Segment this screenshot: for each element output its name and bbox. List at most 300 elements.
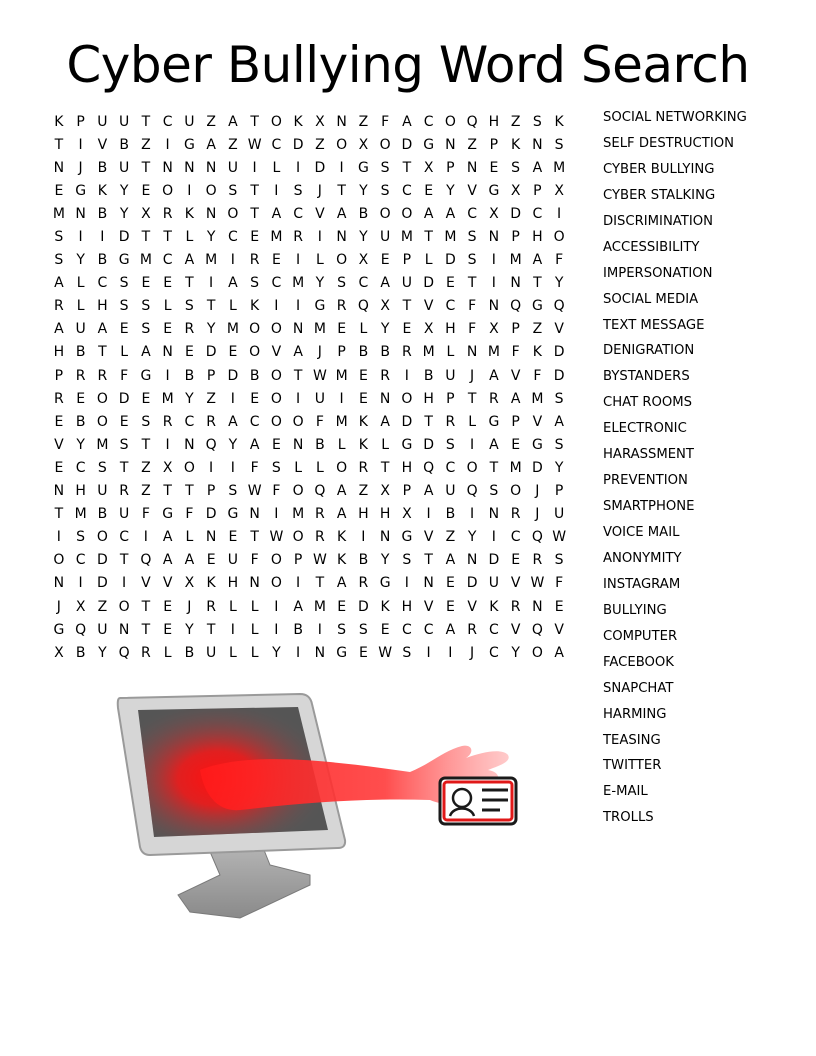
grid-letter: A: [184, 252, 195, 269]
grid-letter: D: [227, 367, 239, 384]
grid-letter: S: [54, 252, 64, 269]
grid-letter: D: [423, 275, 435, 292]
grid-letter: A: [380, 275, 390, 292]
grid-letter: I: [470, 506, 475, 523]
grid-letter: N: [379, 390, 391, 407]
word-list: [603, 107, 747, 833]
grid-letter: R: [75, 367, 86, 384]
grid-row: [48, 503, 594, 526]
word-list-item: SNAPCHAT: [603, 680, 674, 696]
grid-letter: K: [184, 205, 194, 222]
grid-letter: O: [336, 252, 348, 269]
grid-row: [48, 641, 594, 664]
grid-letter: W: [312, 552, 327, 569]
grid-letter: P: [446, 159, 455, 176]
grid-letter: S: [141, 413, 151, 430]
grid-letter: E: [54, 459, 64, 476]
grid-letter: U: [97, 483, 108, 500]
word-list-item: ACCESSIBILITY: [603, 239, 700, 255]
grid-letter: D: [205, 344, 217, 361]
grid-letter: F: [468, 298, 477, 315]
grid-letter: L: [163, 298, 172, 315]
grid-letter: U: [227, 552, 238, 569]
grid-letter: G: [401, 436, 413, 453]
grid-letter: G: [531, 436, 543, 453]
grid-letter: O: [270, 575, 282, 592]
grid-letter: V: [467, 182, 477, 199]
grid-letter: O: [249, 344, 261, 361]
grid-letter: T: [119, 459, 129, 476]
grid-letter: R: [97, 367, 108, 384]
grid-letter: P: [293, 552, 303, 569]
grid-letter: A: [293, 344, 303, 361]
grid-letter: P: [446, 390, 455, 407]
grid-letter: K: [489, 598, 499, 615]
grid-letter: U: [119, 113, 130, 130]
grid-letter: O: [53, 552, 65, 569]
grid-letter: I: [78, 229, 83, 246]
grid-letter: O: [96, 529, 108, 546]
grid-letter: N: [249, 575, 260, 592]
grid-letter: Y: [185, 621, 194, 638]
grid-letter: G: [488, 182, 500, 199]
grid-row: [48, 341, 594, 364]
grid-letter: A: [249, 436, 260, 453]
grid-letter: H: [423, 390, 434, 407]
grid-letter: I: [78, 136, 83, 153]
grid-letter: O: [118, 598, 130, 615]
grid-letter: I: [557, 205, 562, 222]
grid-letter: A: [162, 529, 173, 546]
grid-letter: O: [553, 229, 565, 246]
grid-letter: G: [401, 529, 413, 546]
grid-letter: N: [118, 621, 130, 638]
grid-letter: N: [532, 136, 543, 153]
grid-letter: T: [467, 275, 477, 292]
grid-letter: B: [249, 367, 260, 384]
grid-letter: R: [54, 390, 64, 407]
grid-letter: P: [206, 483, 216, 500]
grid-letter: S: [141, 298, 151, 315]
grid-letter: G: [140, 367, 152, 384]
grid-letter: K: [358, 413, 368, 430]
grid-letter: D: [118, 229, 130, 246]
grid-letter: H: [53, 344, 65, 361]
grid-letter: I: [296, 644, 301, 661]
grid-letter: C: [184, 413, 195, 430]
grid-letter: U: [119, 159, 130, 176]
grid-letter: H: [401, 598, 413, 615]
grid-letter: I: [209, 275, 214, 292]
grid-letter: B: [184, 367, 195, 384]
grid-letter: N: [314, 644, 326, 661]
grid-letter: C: [401, 621, 412, 638]
grid-letter: C: [75, 552, 86, 569]
grid-letter: G: [423, 136, 435, 153]
grid-letter: R: [380, 367, 390, 384]
grid-letter: E: [358, 390, 368, 407]
grid-letter: A: [54, 321, 64, 338]
grid-letter: X: [315, 113, 325, 130]
grid-letter: N: [336, 113, 347, 130]
grid-letter: V: [162, 575, 173, 592]
grid-letter: N: [292, 436, 304, 453]
grid-letter: L: [76, 275, 85, 292]
grid-letter: T: [250, 205, 259, 222]
grid-letter: I: [252, 159, 257, 176]
grid-letter: Y: [359, 182, 368, 199]
grid-letter: D: [423, 436, 435, 453]
grid-letter: A: [97, 321, 108, 338]
grid-letter: A: [532, 252, 543, 269]
grid-letter: S: [380, 159, 390, 176]
grid-letter: A: [445, 552, 456, 569]
grid-letter: Q: [75, 621, 87, 638]
grid-letter: I: [56, 529, 61, 546]
grid-letter: N: [488, 506, 500, 523]
grid-letter: E: [228, 344, 238, 361]
grid-letter: A: [554, 644, 564, 661]
grid-letter: S: [467, 252, 477, 269]
grid-letter: O: [401, 205, 413, 222]
grid-letter: L: [446, 344, 455, 361]
grid-letter: W: [378, 644, 393, 661]
grid-letter: P: [533, 182, 542, 199]
grid-letter: C: [510, 529, 521, 546]
grid-letter: B: [75, 644, 86, 661]
grid-letter: O: [96, 390, 108, 407]
grid-letter: M: [553, 159, 566, 176]
grid-letter: O: [531, 644, 543, 661]
word-list-item: SOCIAL MEDIA: [603, 291, 699, 307]
grid-letter: V: [141, 575, 151, 592]
grid-letter: K: [54, 113, 64, 130]
grid-letter: N: [466, 159, 478, 176]
grid-letter: I: [230, 252, 235, 269]
grid-row: [48, 249, 594, 272]
grid-row: [48, 618, 594, 641]
grid-letter: Q: [466, 113, 478, 130]
grid-row: [48, 179, 594, 202]
grid-letter: W: [312, 367, 327, 384]
grid-letter: Y: [76, 436, 85, 453]
grid-letter: S: [250, 275, 260, 292]
word-list-item: IMPERSONATION: [603, 265, 713, 281]
grid-letter: R: [141, 644, 151, 661]
grid-letter: T: [424, 229, 433, 246]
grid-letter: Z: [358, 483, 369, 500]
grid-letter: S: [358, 621, 368, 638]
grid-row: [48, 295, 594, 318]
grid-letter: F: [250, 459, 259, 476]
grid-letter: G: [118, 252, 130, 269]
grid-letter: C: [488, 644, 499, 661]
grid-letter: H: [75, 483, 86, 500]
grid-letter: H: [227, 575, 239, 592]
grid-letter: F: [511, 344, 520, 361]
grid-letter: M: [292, 275, 305, 292]
grid-letter: K: [380, 598, 390, 615]
grid-letter: F: [185, 506, 194, 523]
grid-letter: A: [336, 506, 347, 523]
grid-letter: R: [315, 506, 325, 523]
grid-letter: L: [294, 459, 303, 476]
grid-letter: I: [491, 275, 496, 292]
grid-letter: I: [165, 436, 170, 453]
grid-letter: O: [270, 413, 282, 430]
grid-letter: M: [313, 598, 326, 615]
grid-letter: U: [401, 275, 412, 292]
grid-letter: X: [489, 205, 499, 222]
word-list-item: DENIGRATION: [603, 343, 695, 359]
grid-letter: I: [230, 459, 235, 476]
grid-letter: Y: [185, 390, 194, 407]
grid-letter: N: [53, 575, 65, 592]
grid-letter: X: [380, 298, 390, 315]
grid-letter: S: [337, 275, 347, 292]
word-list-item: HARMING: [603, 706, 667, 722]
grid-letter: L: [228, 598, 237, 615]
grid-row: [48, 572, 594, 595]
grid-letter: C: [271, 275, 282, 292]
grid-letter: E: [445, 575, 455, 592]
grid-letter: R: [184, 321, 195, 338]
grid-letter: Z: [97, 598, 108, 615]
grid-letter: A: [336, 483, 347, 500]
grid-letter: R: [315, 529, 325, 546]
grid-letter: T: [185, 483, 194, 500]
grid-letter: R: [54, 298, 64, 315]
grid-letter: O: [466, 459, 478, 476]
grid-letter: V: [315, 205, 325, 222]
grid-letter: M: [509, 252, 522, 269]
grid-letter: D: [357, 598, 369, 615]
grid-letter: N: [488, 229, 500, 246]
grid-letter: Y: [119, 182, 129, 199]
grid-letter: D: [466, 575, 478, 592]
grid-letter: I: [165, 367, 170, 384]
grid-letter: G: [357, 159, 369, 176]
grid-letter: V: [554, 621, 564, 638]
grid-letter: O: [510, 483, 522, 500]
grid-letter: I: [122, 575, 127, 592]
grid-letter: U: [75, 321, 86, 338]
word-list-item: E-MAIL: [603, 784, 648, 800]
grid-letter: T: [185, 275, 194, 292]
grid-letter: M: [270, 229, 283, 246]
grid-letter: T: [533, 275, 542, 292]
grid-letter: Z: [206, 113, 216, 130]
grid-letter: S: [119, 275, 129, 292]
word-list-item: DISCRIMINATION: [603, 213, 713, 229]
grid-letter: Y: [511, 644, 520, 661]
grid-letter: T: [54, 506, 64, 523]
grid-letter: A: [532, 159, 543, 176]
grid-letter: D: [553, 344, 565, 361]
grid-letter: Z: [510, 113, 521, 130]
grid-letter: H: [532, 229, 543, 246]
grid-letter: N: [205, 529, 217, 546]
grid-letter: T: [54, 136, 64, 153]
grid-letter: P: [337, 344, 346, 361]
grid-letter: U: [314, 390, 325, 407]
word-list-item: HARASSMENT: [603, 447, 694, 463]
grid-letter: E: [358, 367, 368, 384]
grid-letter: E: [141, 390, 151, 407]
grid-letter: D: [510, 205, 522, 222]
grid-row: [48, 433, 594, 456]
grid-letter: M: [422, 344, 435, 361]
grid-letter: L: [250, 644, 259, 661]
grid-letter: T: [402, 159, 412, 176]
grid-letter: J: [78, 159, 83, 176]
grid-letter: M: [335, 413, 348, 430]
grid-letter: L: [185, 229, 194, 246]
grid-letter: E: [358, 644, 368, 661]
grid-letter: J: [470, 367, 475, 384]
grid-letter: L: [468, 413, 477, 430]
grid-letter: P: [511, 229, 520, 246]
grid-row: [48, 480, 594, 503]
grid-letter: J: [470, 644, 475, 661]
grid-letter: P: [511, 321, 520, 338]
grid-letter: Q: [205, 436, 217, 453]
grid-letter: S: [184, 298, 194, 315]
grid-letter: T: [163, 483, 172, 500]
grid-letter: Q: [531, 621, 543, 638]
grid-letter: M: [161, 390, 174, 407]
grid-letter: I: [274, 182, 279, 199]
grid-letter: I: [100, 229, 105, 246]
grid-letter: B: [184, 644, 195, 661]
grid-letter: P: [54, 367, 64, 384]
grid-letter: I: [470, 436, 475, 453]
grid-letter: I: [491, 252, 496, 269]
grid-letter: P: [402, 252, 412, 269]
grid-letter: N: [205, 205, 217, 222]
grid-letter: D: [444, 252, 456, 269]
grid-letter: E: [271, 252, 281, 269]
grid-letter: X: [54, 644, 64, 661]
grid-letter: N: [184, 159, 195, 176]
grid-letter: U: [119, 506, 130, 523]
grid-letter: V: [532, 413, 543, 430]
grid-letter: V: [554, 321, 564, 338]
grid-letter: V: [423, 598, 434, 615]
grid-letter: M: [487, 344, 500, 361]
grid-letter: B: [119, 136, 129, 153]
grid-letter: S: [380, 182, 390, 199]
grid-letter: T: [141, 229, 151, 246]
grid-letter: X: [423, 159, 434, 176]
grid-letter: N: [162, 159, 173, 176]
word-list-item: ELECTRONIC: [603, 421, 687, 437]
grid-letter: Z: [315, 136, 325, 153]
grid-letter: K: [532, 344, 542, 361]
grid-letter: W: [269, 529, 284, 546]
grid-letter: A: [228, 113, 238, 130]
grid-letter: L: [381, 436, 390, 453]
grid-letter: X: [402, 506, 412, 523]
grid-letter: G: [314, 298, 326, 315]
grid-letter: E: [445, 598, 455, 615]
grid-letter: E: [54, 182, 64, 199]
grid-letter: T: [337, 182, 346, 199]
grid-letter: I: [404, 367, 409, 384]
grid-letter: S: [141, 321, 151, 338]
grid-letter: Y: [272, 644, 281, 661]
word-list-item: TEXT MESSAGE: [603, 317, 705, 333]
grid-letter: K: [554, 113, 564, 130]
grid-letter: I: [143, 529, 148, 546]
grid-letter: F: [555, 575, 564, 592]
grid-letter: R: [510, 506, 521, 523]
grid-letter: L: [337, 436, 346, 453]
grid-letter: O: [336, 459, 348, 476]
grid-letter: M: [96, 436, 109, 453]
grid-letter: I: [404, 575, 409, 592]
grid-letter: S: [293, 182, 303, 199]
grid-letter: E: [250, 390, 260, 407]
grid-letter: I: [230, 390, 235, 407]
grid-letter: I: [296, 298, 301, 315]
grid-letter: O: [444, 113, 456, 130]
grid-letter: T: [489, 459, 499, 476]
word-list-item: SELF DESTRUCTION: [603, 135, 734, 151]
grid-letter: J: [317, 344, 322, 361]
grid-letter: O: [162, 182, 174, 199]
grid-letter: E: [163, 275, 173, 292]
grid-letter: Q: [531, 529, 543, 546]
grid-letter: I: [296, 252, 301, 269]
grid-letter: J: [187, 598, 192, 615]
grid-letter: C: [445, 298, 456, 315]
grid-letter: L: [250, 621, 259, 638]
grid-letter: I: [296, 575, 301, 592]
grid-letter: M: [335, 367, 348, 384]
grid-letter: N: [466, 552, 478, 569]
grid-letter: N: [292, 321, 304, 338]
grid-letter: F: [250, 552, 259, 569]
word-list-item: BULLYING: [603, 602, 667, 618]
grid-letter: K: [337, 552, 347, 569]
grid-letter: I: [274, 506, 279, 523]
grid-letter: Y: [228, 436, 238, 453]
grid-letter: T: [206, 621, 216, 638]
grid-letter: A: [162, 552, 173, 569]
grid-letter: A: [554, 413, 564, 430]
grid-letter: S: [402, 552, 412, 569]
grid-letter: X: [358, 252, 369, 269]
grid-row: [48, 156, 594, 179]
grid-letter: D: [292, 136, 304, 153]
grid-letter: P: [511, 413, 520, 430]
grid-letter: B: [358, 344, 369, 361]
grid-letter: S: [532, 113, 542, 130]
grid-letter: I: [426, 506, 431, 523]
grid-letter: X: [489, 321, 499, 338]
grid-letter: U: [97, 113, 108, 130]
grid-letter: A: [228, 413, 238, 430]
grid-letter: Z: [141, 483, 151, 500]
grid-letter: A: [445, 205, 456, 222]
grid-letter: I: [296, 390, 301, 407]
grid-row: [48, 364, 594, 387]
grid-letter: G: [53, 621, 65, 638]
grid-letter: D: [314, 159, 326, 176]
grid-letter: R: [402, 344, 412, 361]
grid-letter: N: [488, 298, 500, 315]
